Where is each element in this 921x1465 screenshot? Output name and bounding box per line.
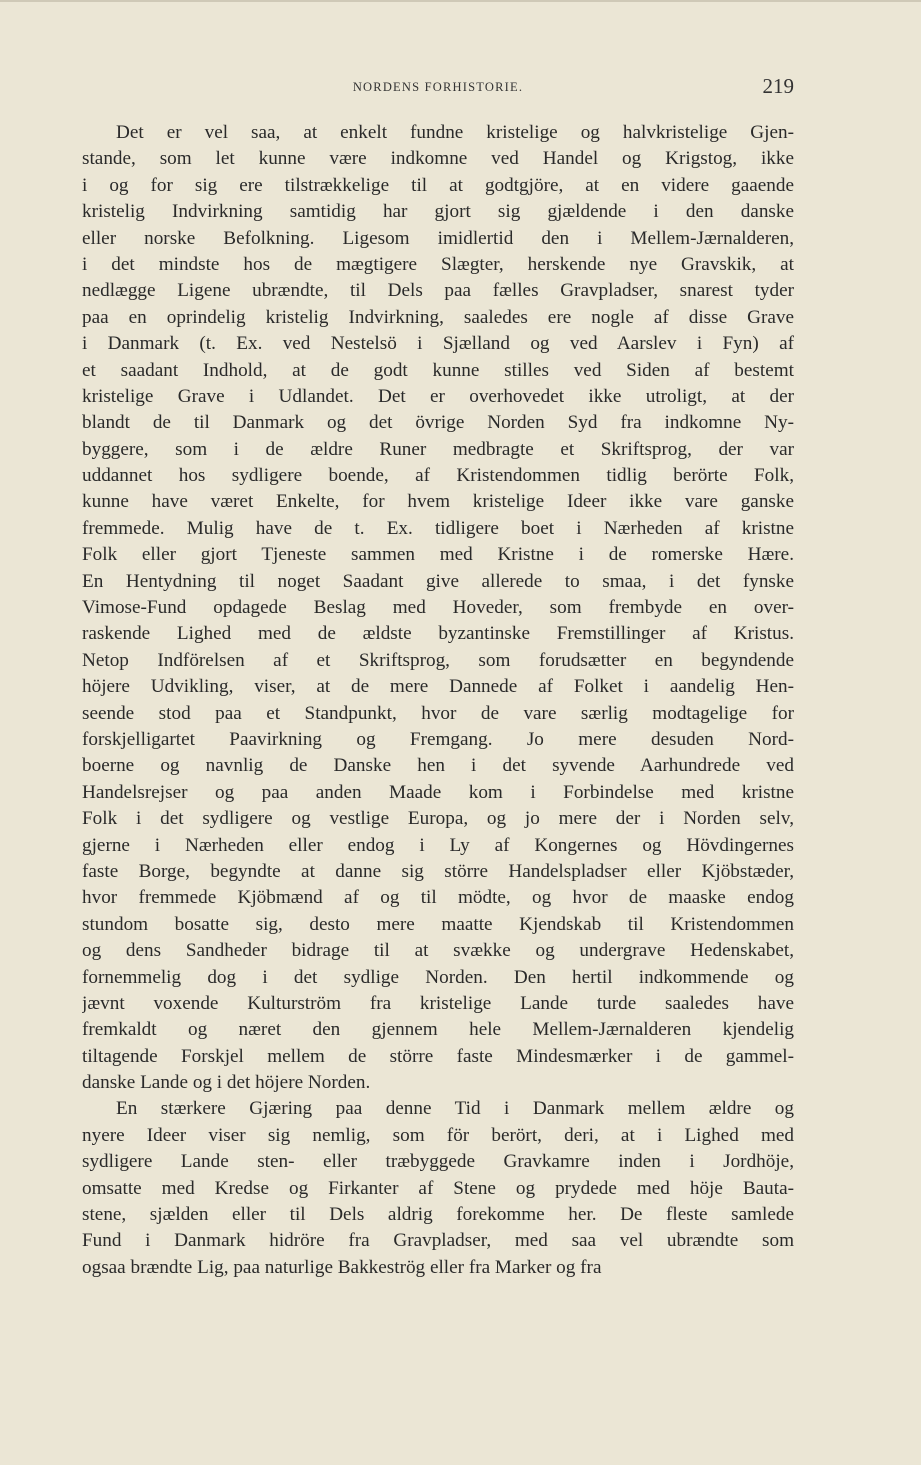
text-line: eller norske Befolkning. Ligesom imidlertid den i Mellem-Jærnalderen, [82,227,794,249]
text-line: fremkaldt og næret den gjennem hele Mellem-Jærnalderen kjendelig [82,1019,794,1041]
text-line: seende stod paa et Standpunkt, hvor de vare særlig modtagelige for [82,702,794,724]
text-line: jævnt voxende Kulturström fra kristelige Lande turde saaledes have [82,992,794,1014]
text-line: i Danmark (t. Ex. ved Nestelsö i Sjælland og ved Aarslev i Fyn) af [82,333,794,355]
text-line: fremmede. Mulig have de t. Ex. tidligere boet i Nærheden af kristne [82,517,794,539]
text-line: kristelige Grave i Udlandet. Det er overhovedet ikke utroligt, at der [82,385,794,407]
text-line: En Hentydning til noget Saadant give allerede to smaa, i det fynske [82,570,794,592]
text-line: tiltagende Forskjel mellem de större faste Mindesmærker i de gammel- [82,1045,794,1067]
text-line: ogsaa brændte Lig, paa naturlige Bakkeströg eller fra Marker og fra [82,1256,602,1278]
text-line: nyere Ideer viser sig nemlig, som för berört, deri, at i Lighed med [82,1124,794,1146]
text-line: uddannet hos sydligere boende, af Kristendommen tidlig berörte Folk, [82,465,794,487]
text-line: Vimose-Fund opdagede Beslag med Hoveder, som frembyde en over- [82,597,794,619]
text-line: hvor fremmede Kjöbmænd af og til mödte, og hvor de maaske endog [82,887,794,909]
body-text [82,120,794,1281]
text-line: fornemmelig dog i det sydlige Norden. Den hertil indkommende og [82,966,794,988]
running-head [82,70,794,106]
text-line: Fund i Danmark hidröre fra Gravpladser, med saa vel ubrændte som [82,1230,794,1252]
text-line: danske Lande og i det höjere Norden. [82,1072,371,1094]
text-line: gjerne i Nærheden eller endog i Ly af Kongernes og Hövdingernes [82,834,794,856]
text-line: og dens Sandheder bidrage til at svække og undergrave Hedenskabet, [82,940,794,962]
text-line: i det mindste hos de mægtigere Slægter, herskende nye Gravskik, at [82,253,794,275]
text-line: kunne have været Enkelte, for hvem kristelige Ideer ikke vare ganske [82,491,794,513]
text-line: stundom bosatte sig, desto mere maatte Kjendskab til Kristendommen [82,913,794,935]
text-line: raskende Lighed med de ældste byzantinske Fremstillinger af Kristus. [82,623,794,645]
page-top-edge [0,0,921,2]
paragraph [82,120,794,1096]
page-number: 219 [762,74,794,98]
text-line: En stærkere Gjæring paa denne Tid i Danmark mellem ældre og [116,1098,794,1120]
text-line: omsatte med Kredse og Firkanter af Stene og prydede med höje Bauta- [82,1177,794,1199]
text-line: faste Borge, begyndte at danne sig större Handelspladser eller Kjöbstæder, [82,860,794,882]
text-line: boerne og navnlig de Danske hen i det syvende Aarhundrede ved [82,755,794,777]
text-line: forskjelligartet Paavirkning og Fremgang. Jo mere desuden Nord- [82,728,794,750]
running-title: NORDENS FORHISTORIE. [352,80,524,94]
text-line: sydligere Lande sten- eller træbyggede Gravkamre inden i Jordhöje, [82,1151,794,1173]
text-line: nedlægge Ligene ubrændte, til Dels paa fælles Gravpladser, snarest tyder [82,280,794,302]
paragraph [82,1096,794,1281]
text-line: paa en oprindelig kristelig Indvirkning, saaledes ere nogle af disse Grave [82,306,794,328]
text-line: stene, sjælden eller til Dels aldrig forekomme her. De fleste samlede [82,1204,794,1226]
text-line: blandt de til Danmark og det övrige Norden Syd fra indkomne Ny- [82,412,794,434]
text-line: kristelig Indvirkning samtidig har gjort sig gjældende i den danske [82,201,794,223]
text-line: stande, som let kunne være indkomne ved Handel og Krigstog, ikke [82,148,794,170]
text-line: Folk i det sydligere og vestlige Europa, og jo mere der i Norden selv, [82,808,794,830]
text-line: Folk eller gjort Tjeneste sammen med Kristne i de romerske Hære. [82,544,794,566]
text-line: Netop Indförelsen af et Skriftsprog, som forudsætter en begyndende [82,649,794,671]
text-line: et saadant Indhold, at de godt kunne stilles ved Siden af bestemt [82,359,794,381]
text-line: Handelsrejser og paa anden Maade kom i Forbindelse med kristne [82,781,794,803]
text-line: i og for sig ere tilstrækkelige til at godtgjöre, at en videre gaaende [82,174,794,196]
text-line: höjere Udvikling, viser, at de mere Dannede af Folket i aandelig Hen- [82,676,794,698]
text-line: Det er vel saa, at enkelt fundne kristelige og halvkristelige Gjen- [116,122,794,143]
text-line: byggere, som i de ældre Runer medbragte et Skriftsprog, der var [82,438,794,460]
